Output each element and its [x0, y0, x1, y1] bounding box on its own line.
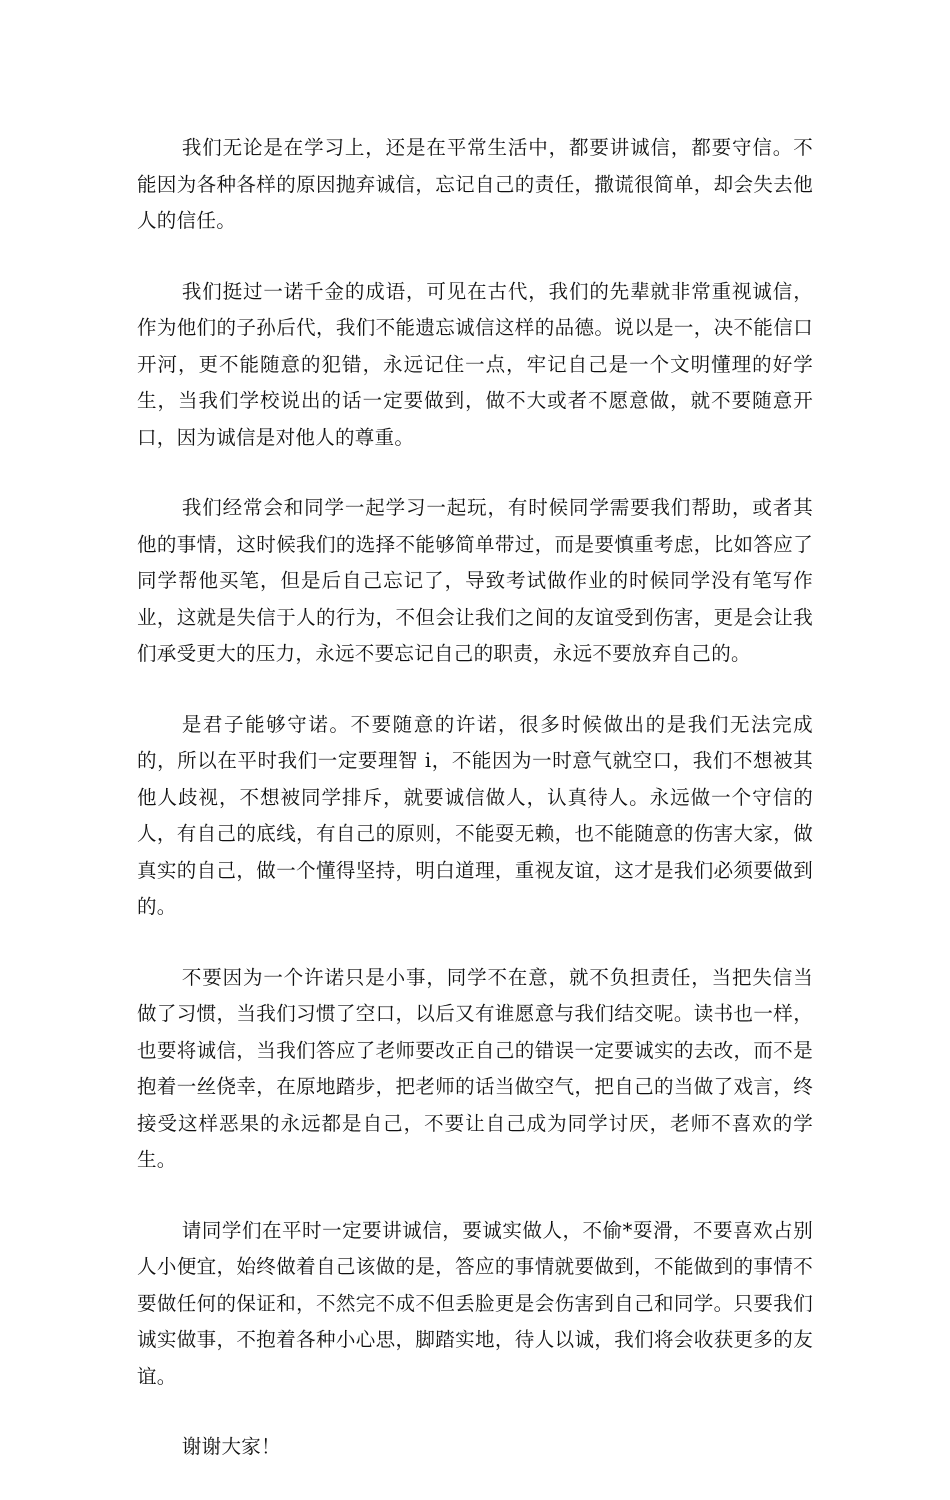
paragraph-5: 不要因为一个许诺只是小事，同学不在意，就不负担责任，当把失信当做了习惯，当我们习惯了空口，以后又有谁愿意与我们结交呢。读书也一样，也要将诚信，当我们答应了老师要改正自己的错误一定要诚实的去改，而不是抱着一丝侥幸，在原地踏步，把老师的话当做空气，把自己的当做了戏言，终接受这样恶果的永远都是自己，不要让自己成为同学讨厌，老师不喜欢的学生。 — [137, 965, 813, 1171]
paragraph-6: 请同学们在平时一定要讲诚信，要诚实做人，不偷*耍滑，不要喜欢占别人小便宜，始终做着自己该做的是，答应的事情就要做到，不能做到的事情不要做任何的保证和，不然完不成不但丢脸更是会伤害到自己和同学。只要我们诚实做事，不抱着各种小心思，脚踏实地，待人以诚，我们将会收获更多的友谊。 — [137, 1218, 813, 1388]
paragraph-2: 我们挺过一诺千金的成语，可见在古代，我们的先辈就非常重视诚信，作为他们的子孙后代，我们不能遗忘诚信这样的品德。说以是一，决不能信口开河，更不能随意的犯错，永远记住一点，牢记自己是一个文明懂理的好学生，当我们学校说出的话一定要做到，做不大或者不愿意做，就不要随意开口，因为诚信是对他人的尊重。 — [137, 279, 813, 449]
document-body — [137, 130, 813, 1500]
paragraph-1: 我们无论是在学习上，还是在平常生活中，都要讲诚信，都要守信。不能因为各种各样的原因抛弃诚信，忘记自己的责任，撒谎很简单，却会失去他人的信任。 — [137, 136, 813, 232]
paragraph-3: 我们经常会和同学一起学习一起玩，有时候同学需要我们帮助，或者其他的事情，这时候我们的选择不能够简单带过，而是要慎重考虑，比如答应了同学帮他买笔，但是后自己忘记了，导致考试做作业的时候同学没有笔写作业，这就是失信于人的行为，不但会让我们之间的友谊受到伤害，更是会让我们承受更大的压力，永远不要忘记自己的职责，永远不要放弃自己的。 — [137, 496, 813, 665]
closing-line: 谢谢大家！ — [181, 1435, 281, 1458]
paragraph-4: 是君子能够守诺。不要随意的许诺，很多时候做出的是我们无法完成的，所以在平时我们一定要理智 i，不能因为一时意气就空口，我们不想被其他人歧视，不想被同学排斥，就要诚信做人，认真待人。永远做一个守信的人，有自己的底线，有自己的原则，不能耍无赖，也不能随意的伤害大家，做真实的自己，做一个懂得坚持，明白道理，重视友谊，这才是我们必须要做到的。 — [137, 712, 813, 918]
